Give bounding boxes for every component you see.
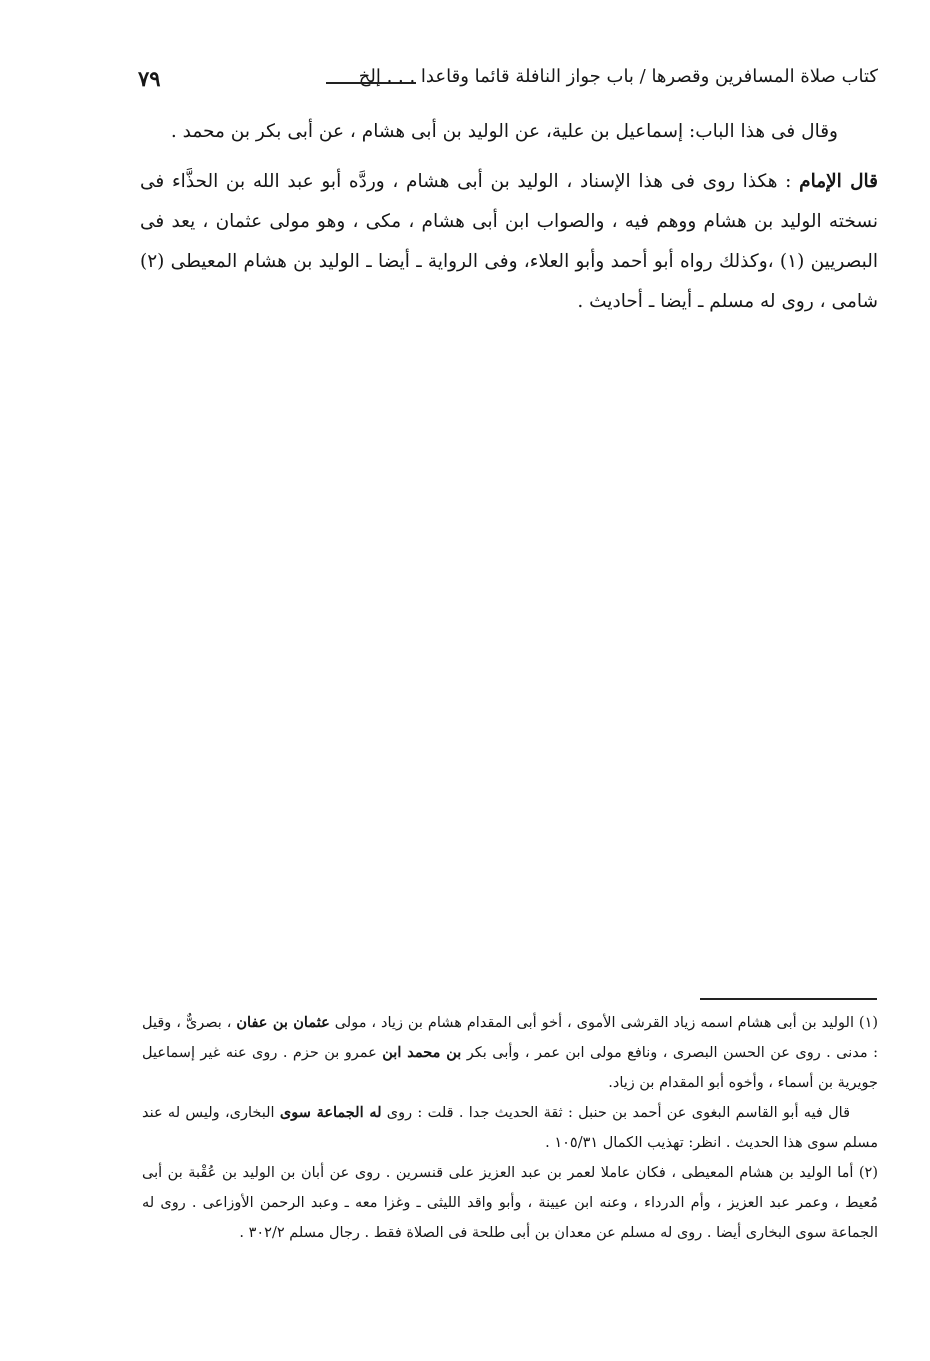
footnote-1-bold-a: عثمان بن عفان: [236, 1014, 330, 1031]
footnote-1-part-a: (١) الوليد بن أبى هشام اسمه زياد القرشى الأموى ، أخو أبى المقدام هشام بن زياد ، مولى: [334, 1015, 879, 1031]
footnote-1-continuation: [142, 1098, 878, 1158]
footnotes: [142, 1008, 878, 1248]
footnote-1-part-d: قال فيه أبو القاسم البغوى عن أحمد بن حنبل : ثقة الحديث جدا . قلت : روى: [386, 1105, 851, 1121]
main-text: [140, 112, 878, 322]
paragraph-2: [140, 162, 878, 322]
page-number: ٧٩: [138, 66, 161, 91]
footnote-1-part-e: البخارى، وليس له عند مسلم سوى هذا الحديث . انظر: تهذيب الكمال ١٠٥/٣١ .: [142, 1105, 878, 1151]
footnote-2: [142, 1158, 878, 1248]
footnote-2-part-b: عُقْبة بن أبى مُعيط ، وعمر عبد العزيز ، وأم الدرداء ، وعنه ابن عيينة ، وأبو واقد الليثى ـ وغزا معه ـ وعبد الرحمن الأوزاعى . روى له الجماعة سوى البخارى أيضا . روى له مسلم عن معدان بن أبى طلحة فى الصلاة فقط . رجال مسلم ٣٠٢/٢ .: [142, 1165, 878, 1241]
footnote-1-bold-b: بن محمد ابن: [382, 1044, 462, 1061]
footnote-rule: [700, 998, 877, 1000]
footnote-1-part-b: ، بصرىٌّ ، وقيل : مدنى . روى عن الحسن البصرى ، ونافع مولى ابن عمر ، وأبى بكر: [142, 1015, 878, 1061]
footnote-2-part-a: (٢) أما الوليد بن هشام المعيطى ، فكان عاملا لعمر بن عبد العزيز على قنسرين . روى عن أبان بن الوليد بن: [221, 1165, 879, 1181]
paragraph-2-text: : هكذا روى فى هذا الإسناد ، الوليد بن أبى هشام ، وردَّه أبو عبد الله بن الحذَّاء فى نسخته الوليد بن هشام ووهم فيه ، والصواب ابن أبى هشام ، مكى ، وهو مولى عثمان ، يعد فى البصريين (١) ،وكذلك رواه أبو أحمد وأبو العلاء، وفى الرواية ـ أيضا ـ الوليد بن هشام المعيطى (٢) شامى ، روى له مسلم ـ أيضا ـ أحاديث .: [140, 171, 878, 312]
header-title: كتاب صلاة المسافرين وقصرها / باب جواز النافلة قائما وقاعدا . . . إلخ: [358, 66, 878, 87]
header-rule: [326, 82, 416, 84]
footnote-1-bold-c: له الجماعة سوى: [279, 1104, 382, 1121]
footnote-1-part-c: عمرو بن حزم . روى عنه غير إسماعيل جويرية بن أسماء ، وأخوه أبو المقدام بن زياد.: [142, 1045, 878, 1091]
imam-label: قال الإمام: [799, 171, 878, 192]
footnote-1: [142, 1008, 878, 1098]
paragraph-1: وقال فى هذا الباب: إسماعيل بن علية، عن الوليد بن أبى هشام ، عن أبى بكر بن محمد .: [170, 121, 838, 142]
running-header: [138, 62, 878, 96]
